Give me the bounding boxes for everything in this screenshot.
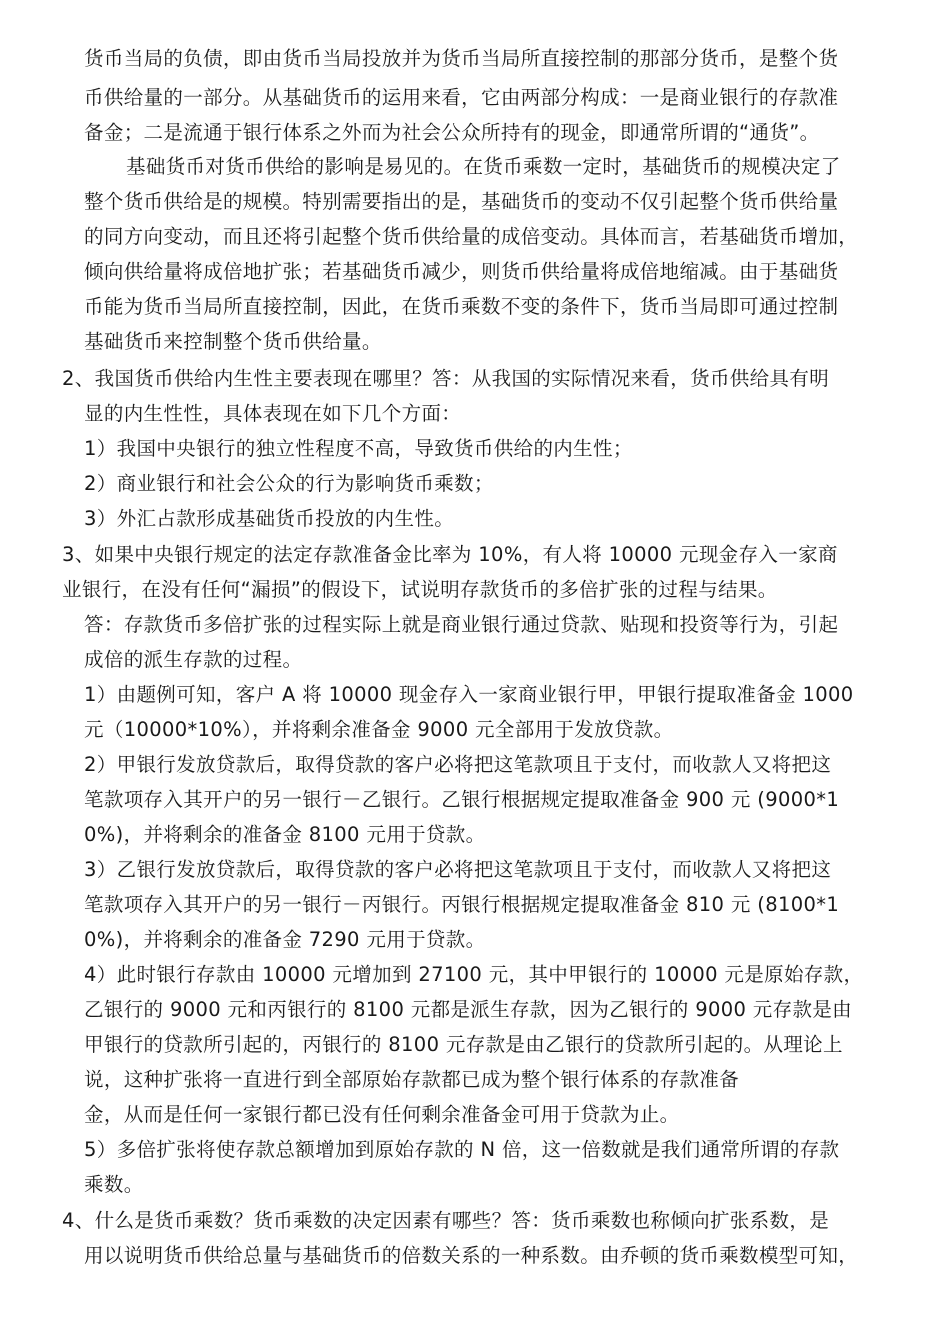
text-line: 元（10000*10%），并将剩余准备金 9000 元全部用于发放贷款。 [84,718,674,741]
list-item: 3）乙银行发放贷款后，取得贷款的客户必将把这笔款项且于支付，而收款人又将把这 [84,858,832,881]
text-line: 0%)，并将剩余的准备金 7290 元用于贷款。 [84,928,486,951]
text-line: 币供给量的一部分。从基础货币的运用来看，它由两部分构成：一是商业银行的存款准 [84,86,839,109]
paragraph-first-line: 基础货币对货币供给的影响是易见的。在货币乘数一定时，基础货币的规模决定了 [126,155,841,178]
text-line: 倾向供给量将成倍地扩张；若基础货币减少，则货币供给量将成倍地缩减。由于基础货 [84,260,839,283]
text-line: 基础货币来控制整个货币供给量。 [84,330,382,353]
text-line: 0%)，并将剩余的准备金 8100 元用于贷款。 [84,823,486,846]
text-line: 的同方向变动，而且还将引起整个货币供给量的成倍变动。具体而言，若基础货币增加， [84,225,859,248]
list-item: 1）我国中央银行的独立性程度不高，导致货币供给的内生性； [84,437,633,460]
text-line: 整个货币供给是的规模。特别需要指出的是，基础货币的变动不仅引起整个货币供给量 [84,190,839,213]
list-item: 3）外汇占款形成基础货币投放的内生性。 [84,507,455,530]
text-line: 说，这种扩张将一直进行到全部原始存款都已成为整个银行体系的存款准备 [84,1068,740,1091]
text-line: 货币当局的负债，即由货币当局投放并为货币当局所直接控制的那部分货币，是整个货 [84,47,839,70]
text-line: 金，从而是任何一家银行都已没有任何剩余准备金可用于贷款为止。 [84,1103,680,1126]
list-item: 2）甲银行发放贷款后，取得贷款的客户必将把这笔款项且于支付，而收款人又将把这 [84,753,832,776]
question-heading: 2、我国货币供给内生性主要表现在哪里？答：从我国的实际情况来看，货币供给具有明 [62,367,830,390]
text-line: 用以说明货币供给总量与基础货币的倍数关系的一种系数。由乔顿的货币乘数模型可知， [84,1244,859,1267]
text-line: 业银行，在没有任何“漏损”的假设下，试说明存款货币的多倍扩张的过程与结果。 [62,578,778,601]
text-line: 成倍的派生存款的过程。 [84,648,303,671]
list-item: 4）此时银行存款由 10000 元增加到 27100 元，其中甲银行的 10000 元是原始存款， [84,963,864,986]
list-item: 2）商业银行和社会公众的行为影响货币乘数； [84,472,494,495]
text-line: 乘数。 [84,1173,144,1196]
question-heading: 4、什么是货币乘数？货币乘数的决定因素有哪些？答：货币乘数也称倾向扩张系数，是 [62,1209,830,1232]
text-line: 甲银行的贷款所引起的，丙银行的 8100 元存款是由乙银行的贷款所引起的。从理论上 [84,1033,843,1056]
text-line: 乙银行的 9000 元和丙银行的 8100 元都是派生存款，因为乙银行的 9000 元存款是由 [84,998,853,1021]
text-line: 备金；二是流通于银行体系之外而为社会公众所持有的现金，即通常所谓的“通货”。 [84,121,820,144]
answer-line: 答：存款货币多倍扩张的过程实际上就是商业银行通过贷款、贴现和投资等行为，引起 [84,613,839,636]
question-heading: 3、如果中央银行规定的法定存款准备金比率为 10%，有人将 10000 元现金存入一家商 [62,543,838,566]
text-line: 笔款项存入其开户的另一银行－乙银行。乙银行根据规定提取准备金 900 元 (9000*1 [84,788,840,811]
list-item: 5）多倍扩张将使存款总额增加到原始存款的 N 倍，这一倍数就是我们通常所谓的存款 [84,1138,840,1161]
text-line: 币能为货币当局所直接控制，因此，在货币乘数不变的条件下，货币当局即可通过控制 [84,295,839,318]
text-line: 显的内生性性，具体表现在如下几个方面： [84,402,462,425]
list-item: 1）由题例可知，客户 A 将 10000 现金存入一家商业银行甲，甲银行提取准备金 1000 [84,683,854,706]
text-line: 笔款项存入其开户的另一银行－丙银行。丙银行根据规定提取准备金 810 元 (8100*1 [84,893,840,916]
